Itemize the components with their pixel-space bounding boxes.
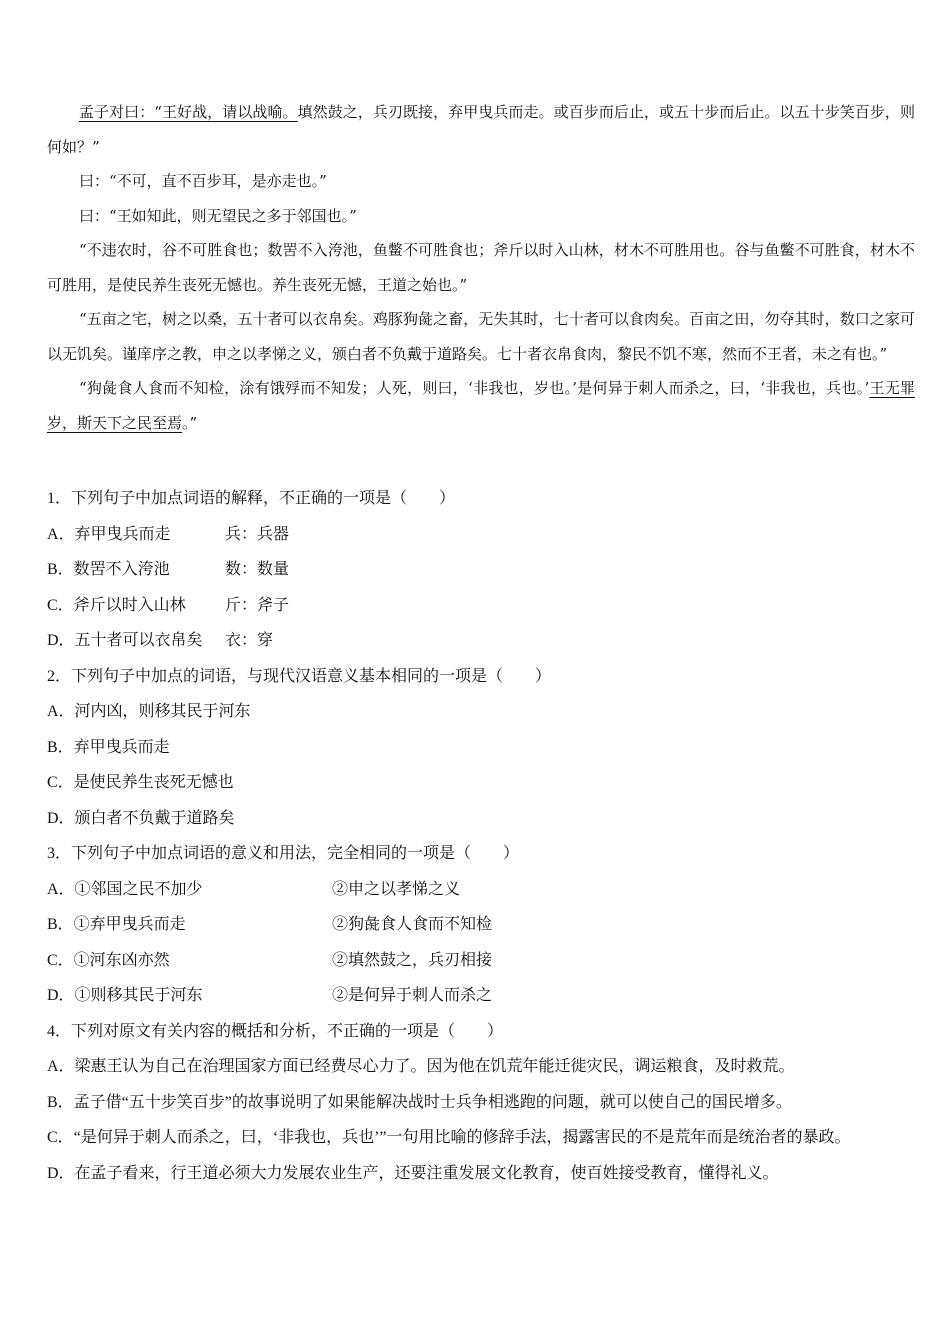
passage-paragraph-3: 曰：“王如知此，则无望民之多于邻国也。”: [79, 206, 357, 225]
question-1-option-a: A．弃甲曳兵而走 兵：兵器: [47, 525, 290, 543]
questions: [47, 481, 915, 1191]
question-2-stem: 2．下列句子中加点的词语，与现代汉语意义基本相同的一项是（ ）: [47, 667, 552, 685]
question-2-option-c: C．是使民养生丧死无憾也: [47, 774, 234, 791]
question-3-option-c: C．①河东凶亦然 ②填然鼓之，兵刃相接: [47, 951, 493, 969]
question-1-stem: 1．下列句子中加点词语的解释，不正确的一项是（ ）: [47, 490, 456, 507]
question-2-option-d: D．颁白者不负戴于道路矣: [47, 809, 235, 827]
question-3-option-a: A．①邻国之民不加少 ②申之以孝悌之义: [47, 880, 461, 898]
passage-paragraph-4: “不违农时，谷不可胜食也；数罟不入洿池，鱼鳖不可胜食也；斧斤以时入山林，材木不可胜用也。谷与鱼鳖不可胜食，材木不可胜用，是使民养生丧死无憾也。养生丧死无憾，王道之始也。”: [47, 241, 915, 294]
question-4-option-d: D．在孟子看来，行王道必须大力发展农业生产，还要注重发展文化教育，使百姓接受教育，懂得礼义。: [47, 1164, 779, 1182]
passage-paragraph-2: 曰：“不可，直不百步耳，是亦走也。”: [79, 172, 327, 190]
question-1-option-d: D．五十者可以衣帛矣 衣：穿: [47, 632, 274, 649]
question-2-option-b: B．弃甲曳兵而走: [47, 738, 170, 756]
passage-paragraph-1: 孟子对曰：“王好战，请以战喻。填然鼓之，兵刃既接，弃甲曳兵而走。或百步而后止，或五十步而后止。以五十步笑百步，则何如？”: [47, 103, 915, 156]
question-3-option-d: D．①则移其民于河东 ②是何异于刺人而杀之: [47, 987, 493, 1004]
classical-passage: [47, 95, 915, 440]
question-4-option-c: C．“是何异于刺人而杀之，曰，‘非我也，兵也’”一句用比喻的修辞手法，揭露害民的不是荒年而是统治者的暴政。: [47, 1129, 851, 1146]
question-1-option-b: B．数罟不入洿池 数：数量: [47, 561, 290, 578]
question-4-option-a: A．梁惠王认为自己在治理国家方面已经费尽心力了。因为他在饥荒年能迁徙灾民，调运粮食，及时救荒。: [47, 1058, 795, 1075]
question-4-stem: 4．下列对原文有关内容的概括和分析，不正确的一项是（ ）: [47, 1022, 504, 1040]
question-3-option-b: B．①弃甲曳兵而走 ②狗彘食人食而不知检: [47, 916, 493, 933]
passage-paragraph-6: “狗彘食人食而不知检，涂有饿殍而不知发；人死，则曰，‘非我也，岁也。’是何异于刺人而杀之，曰，‘非我也，兵也。’王无罪岁，斯天下之民至焉。”: [47, 379, 915, 432]
question-4-option-b: B．孟子借“五十步笑百步”的故事说明了如果能解决战时士兵争相逃跑的问题，就可以使自己的国民增多。: [47, 1093, 792, 1111]
question-1-option-c: C．斧斤以时入山林 斤：斧子: [47, 596, 290, 614]
underlined-phrase: 孟子对曰：“王好战，请以战喻。: [79, 103, 298, 121]
passage-paragraph-5: “五亩之宅，树之以桑，五十者可以衣帛矣。鸡豚狗彘之畜，无失其时，七十者可以食肉矣。百亩之田，勿夺其时，数口之家可以无饥矣。谨庠序之教，申之以孝悌之义，颁白者不负戴于道路矣。七十者衣帛食肉，黎民不饥不寒，然而不王者，未之有也。”: [47, 310, 915, 363]
question-2-option-a: A．河内凶，则移其民于河东: [47, 703, 251, 720]
question-3-stem: 3．下列句子中加点词语的意义和用法，完全相同的一项是（ ）: [47, 845, 520, 862]
underlined-phrase: 王无罪岁，斯天下之民至焉: [47, 379, 915, 432]
